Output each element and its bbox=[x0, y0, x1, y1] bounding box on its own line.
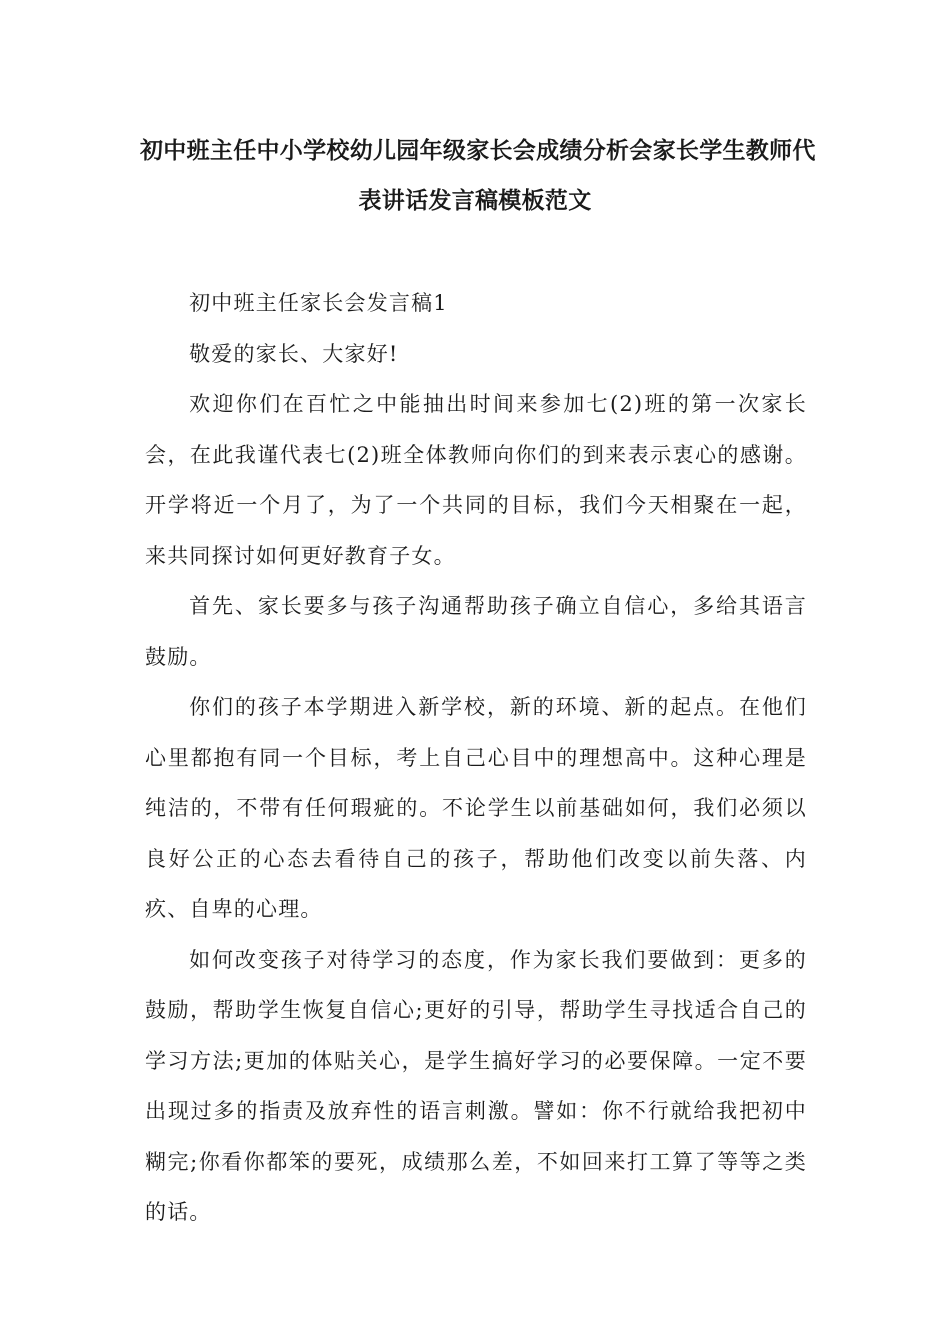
title-line-1: 初中班主任中小学校幼儿园年级家长会成绩分析会家长学生教师代 bbox=[140, 138, 816, 164]
paragraph-study-attitude: 如何改变孩子对待学习的态度，作为家长我们要做到：更多的鼓励，帮助学生恢复自信心;更好的引导，帮助学生寻找适合自己的学习方法;更加的体贴关心，是学生搞好学习的必要保障。一定不要出现过多的指责及放弃性的语言刺激。譬如：你不行就给我把初中糊完;你看你都笨的要死，成绩那么差，不如回来打工算了等等之类的话。 bbox=[145, 947, 807, 1224]
section-heading: 初中班主任家长会发言稿1 bbox=[189, 291, 448, 315]
document-body bbox=[145, 278, 807, 1238]
paragraph-first-point: 首先、家长要多与孩子沟通帮助孩子确立自信心，多给其语言鼓励。 bbox=[145, 594, 807, 669]
title-line-2: 表讲话发言稿模板范文 bbox=[358, 188, 592, 214]
document-title bbox=[140, 126, 816, 226]
paragraph-new-school: 你们的孩子本学期进入新学校，新的环境、新的起点。在他们心里都抱有同一个目标，考上自己心目中的理想高中。这种心理是纯洁的，不带有任何瑕疵的。不论学生以前基础如何，我们必须以良好公正的心态去看待自己的孩子，帮助他们改变以前失落、内疚、自卑的心理。 bbox=[145, 695, 807, 921]
salutation: 敬爱的家长、大家好! bbox=[189, 341, 399, 366]
paragraph-welcome: 欢迎你们在百忙之中能抽出时间来参加七(2)班的第一次家长会，在此我谨代表七(2)班全体教师向你们的到来表示衷心的感谢。开学将近一个月了，为了一个共同的目标，我们今天相聚在一起，来共同探讨如何更好教育子女。 bbox=[145, 392, 807, 568]
